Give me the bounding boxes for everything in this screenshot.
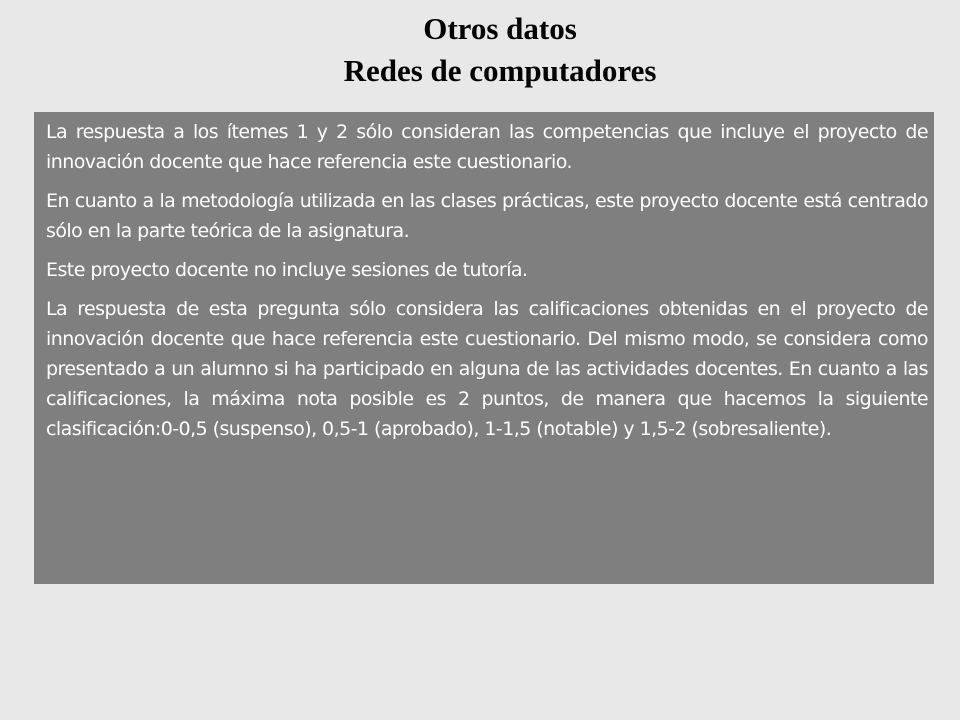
- notes-box: [34, 112, 934, 584]
- paragraph-methodology: En cuanto a la metodología utilizada en las clases prácticas, este proyecto docente está centrado sólo en la parte teórica de la asignatura.: [46, 190, 928, 242]
- title-block: [0, 8, 960, 92]
- slide-title: Otros datos: [423, 11, 577, 46]
- paragraph-tutoring: Este proyecto docente no incluye sesiones de tutoría.: [46, 259, 528, 281]
- paragraph-grades: La respuesta de esta pregunta sólo considera las calificaciones obtenidas en el proyecto de innovación docente que hace referencia este cuestionario. Del mismo modo, se considera como presentado a un alumno si ha participado en alguna de las actividades docentes. En cuanto a las calificaciones, la máxima nota posible es 2 puntos, de manera que hacemos la siguiente clasificación:0-0,5 (suspenso), 0,5-1 (aprobado), 1-1,5 (notable) y 1,5-2 (sobresaliente).: [46, 298, 928, 440]
- paragraph-items-1-2: La respuesta a los ítemes 1 y 2 sólo consideran las competencias que incluye el proyecto de innovación docente que hace referencia este cuestionario.: [46, 121, 928, 173]
- slide-subtitle: Redes de computadores: [343, 53, 657, 88]
